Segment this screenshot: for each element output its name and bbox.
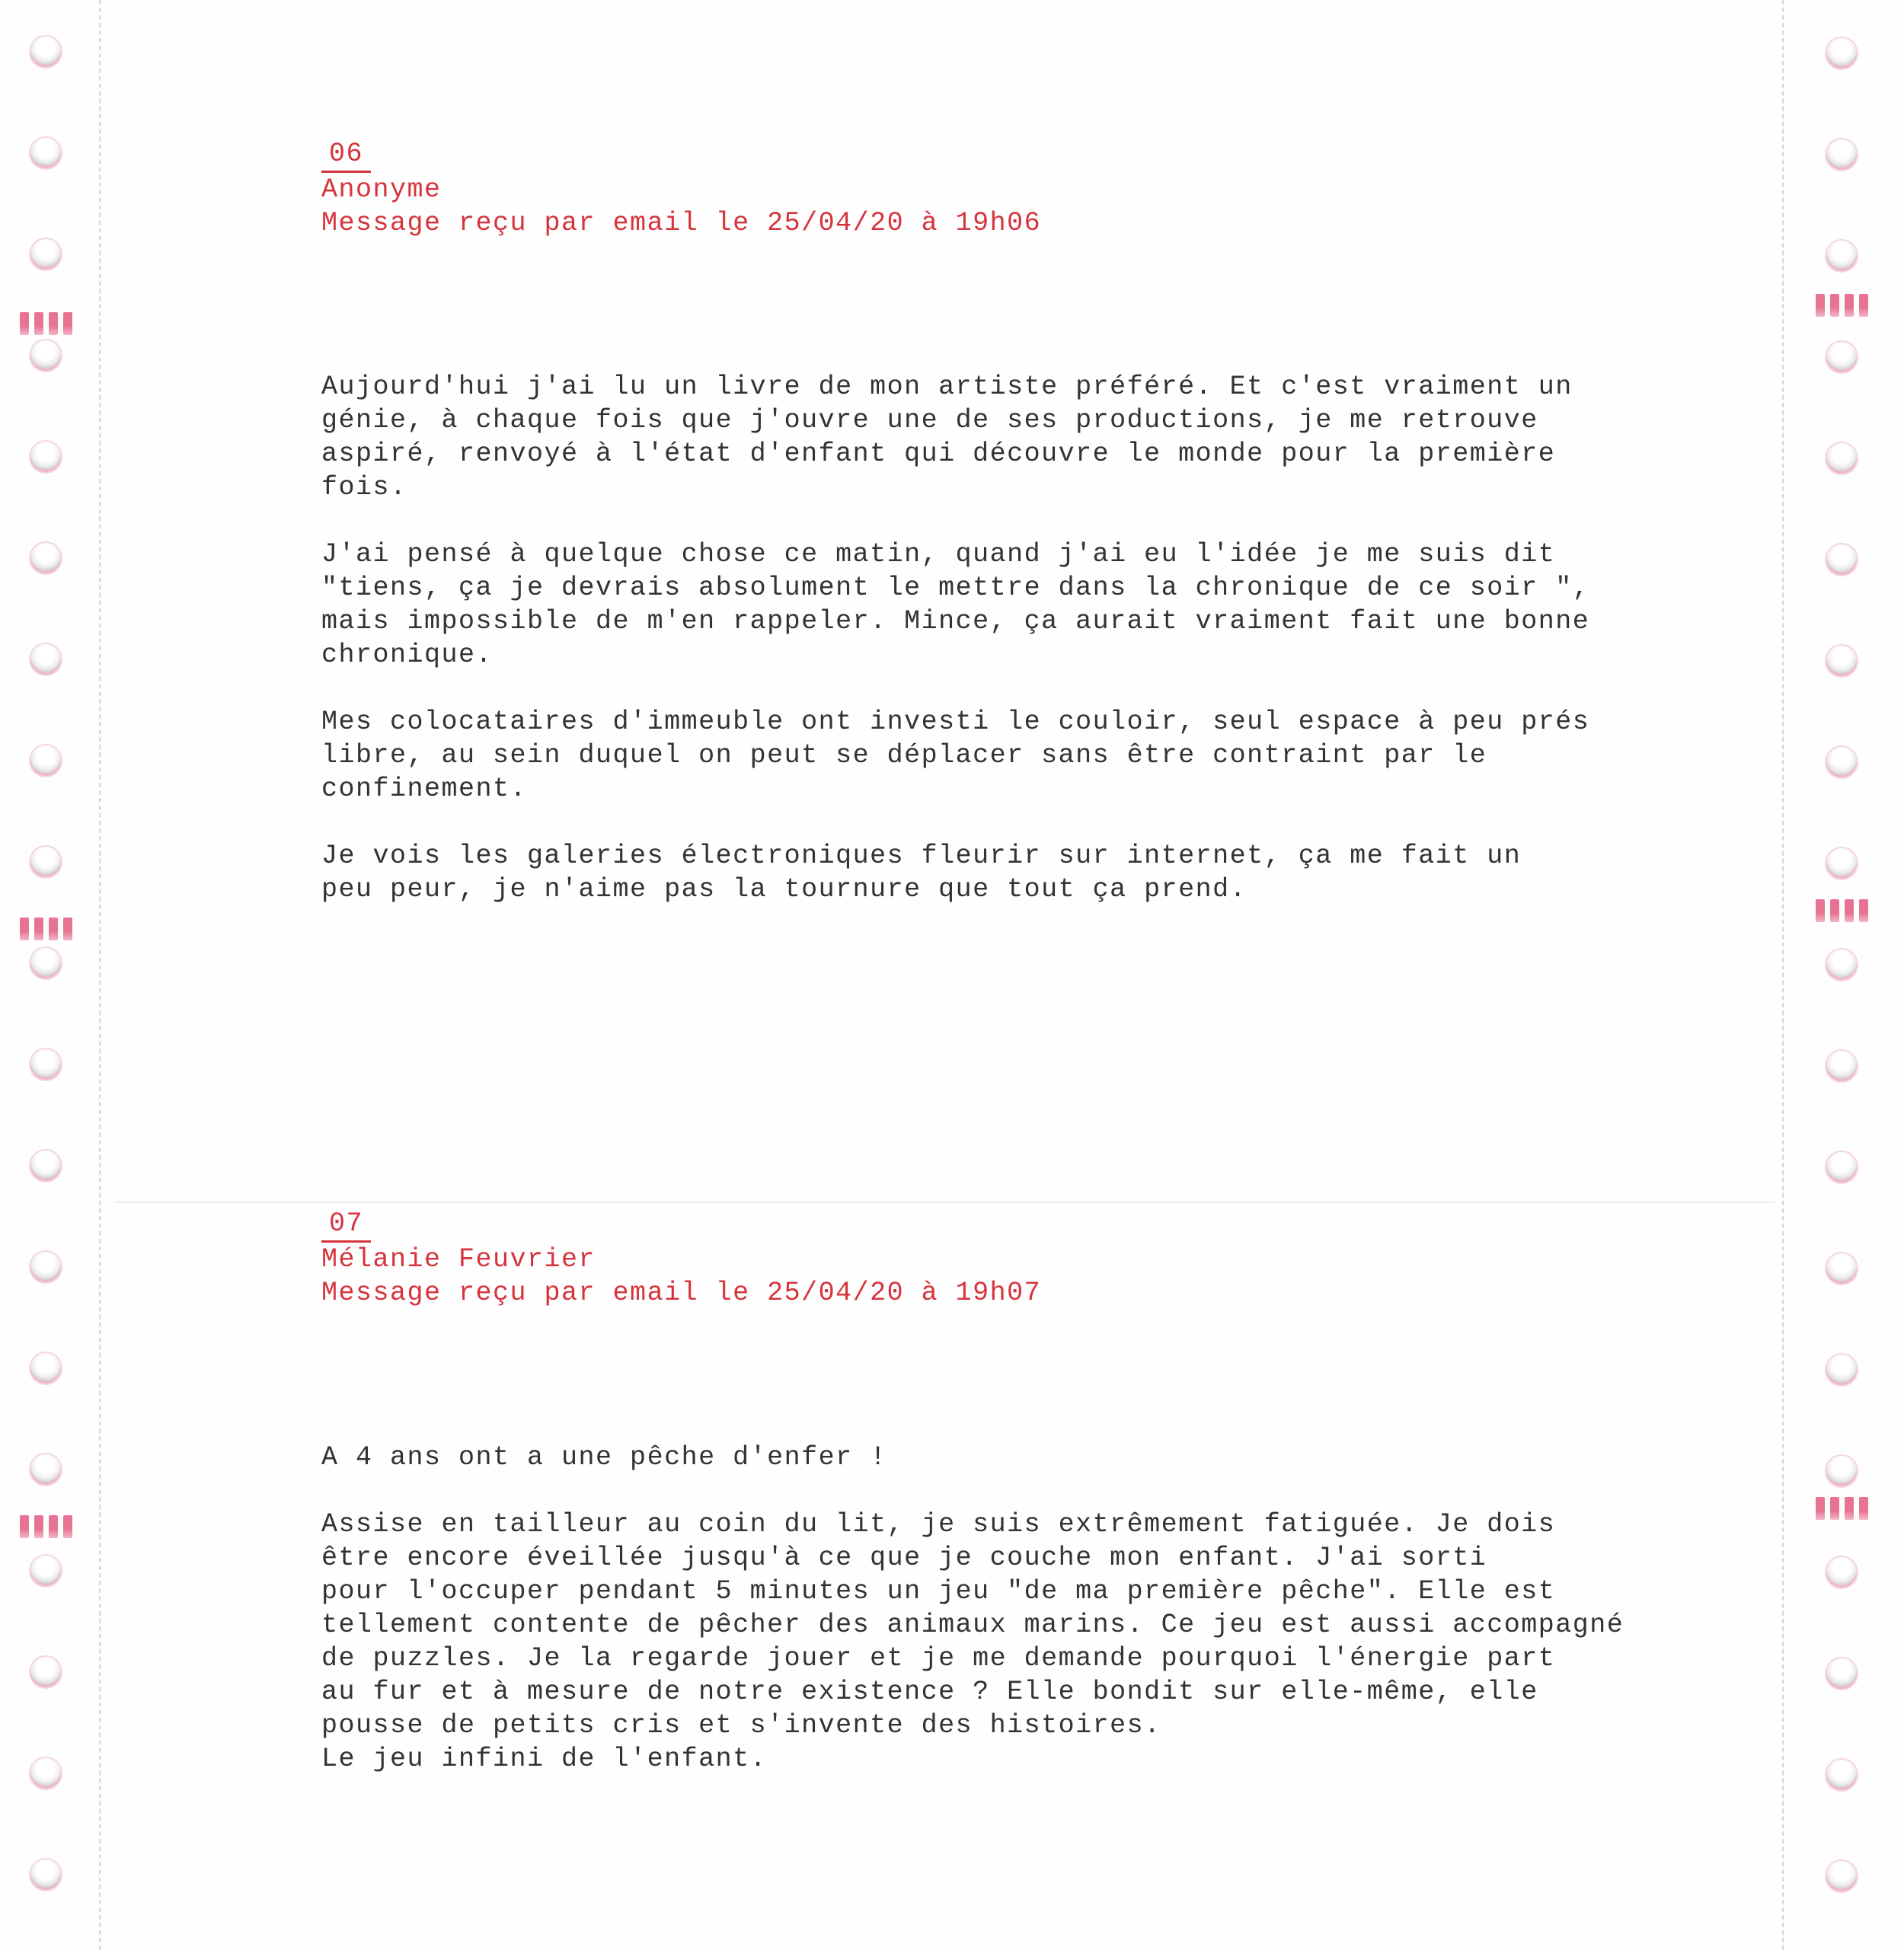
perforation-hole [30, 1657, 61, 1687]
perforation-hole [1826, 342, 1857, 372]
text-line: pour l'occuper pendant 5 minutes un jeu "de ma première pêche". Elle est [321, 1576, 1556, 1607]
perforation-hole [30, 1556, 61, 1586]
entry-author: Anonyme [321, 174, 442, 205]
perforation-hole [1826, 848, 1857, 879]
perforation-hole [30, 543, 61, 573]
text-line: Je vois les galeries électroniques fleurir sur internet, ça me fait un [321, 841, 1522, 871]
text-line: Assise en tailleur au coin du lit, je suis extrêmement fatiguée. Je dois [321, 1509, 1556, 1540]
text-line: être encore éveillée jusqu'à ce que je couche mon enfant. J'ai sorti [321, 1543, 1487, 1573]
alignment-mark [20, 918, 78, 943]
paragraph [321, 538, 1616, 672]
paragraph [321, 1441, 1616, 1474]
perforation-hole [30, 442, 61, 472]
perforation-hole [1826, 646, 1857, 676]
perforation-hole [1826, 747, 1857, 777]
text-line: au fur et à mesure de notre existence ? Elle bondit sur elle-même, elle [321, 1677, 1538, 1707]
entry-06-body [321, 370, 1616, 906]
perforation-hole [30, 847, 61, 877]
entry-header [321, 1207, 1616, 1310]
paragraph [321, 1508, 1624, 1776]
text-line: tellement contente de pêcher des animaux marins. Ce jeu est aussi accompagné [321, 1610, 1624, 1640]
alignment-mark [20, 312, 78, 338]
perforation-hole [1826, 139, 1857, 170]
perforation-hole [1826, 443, 1857, 474]
paragraph [321, 705, 1616, 806]
alignment-mark [20, 1515, 78, 1541]
perforation-hole [1826, 1760, 1857, 1790]
text-line: aspiré, renvoyé à l'état d'enfant qui découvre le monde pour la première [321, 439, 1556, 469]
perforation-hole [30, 1151, 61, 1181]
perforation-hole [1826, 1557, 1857, 1588]
page-fold-line [114, 1202, 1775, 1203]
text-line: Le jeu infini de l'enfant. [321, 1744, 768, 1774]
perforation-hole [30, 1353, 61, 1384]
perforation-hole [30, 340, 61, 371]
paragraph [321, 370, 1616, 504]
alignment-mark [1816, 899, 1874, 925]
perforation-hole [1826, 1355, 1857, 1385]
perforation-hole [1826, 1051, 1857, 1081]
entry-meta: Message reçu par email le 25/04/20 à 19h07 [321, 1278, 1042, 1308]
perforation-hole [1826, 241, 1857, 271]
perforation-hole [30, 239, 61, 270]
paragraph [321, 839, 1616, 906]
text-line: mais impossible de m'en rappeler. Mince, ça aurait vraiment fait une bonne [321, 606, 1590, 637]
text-line: Mes colocataires d'immeuble ont investi le couloir, seul espace à peu prés [321, 707, 1590, 737]
perforation-hole [1826, 949, 1857, 980]
perforation-hole [1826, 1253, 1857, 1284]
perforation-hole [30, 644, 61, 675]
left-perforation-line [99, 0, 101, 1950]
perforation-hole [30, 138, 61, 168]
perforation-hole [30, 1758, 61, 1789]
entry-number: 06 [321, 137, 371, 173]
text-line: chronique. [321, 640, 494, 670]
perforation-hole [1826, 1861, 1857, 1891]
text-line: Aujourd'hui j'ai lu un livre de mon artiste préféré. Et c'est vraiment un [321, 372, 1573, 402]
entry-07 [321, 1207, 1616, 1310]
entry-07-body [321, 1441, 1624, 1776]
perforation-hole [1826, 1152, 1857, 1182]
text-line: pousse de petits cris et s'invente des histoires. [321, 1710, 1161, 1741]
text-line: fois. [321, 472, 407, 503]
perforation-hole [30, 37, 61, 67]
perforation-hole [1826, 1456, 1857, 1486]
perforation-hole [1826, 1658, 1857, 1689]
text-line: de puzzles. Je la regarde jouer et je me demande pourquoi l'énergie part [321, 1643, 1556, 1674]
text-line: confinement. [321, 774, 528, 804]
perforation-hole [30, 1859, 61, 1890]
perforation-hole [1826, 544, 1857, 575]
perforation-hole [30, 948, 61, 978]
text-line: J'ai pensé à quelque chose ce matin, quand j'ai eu l'idée je me suis dit [321, 539, 1556, 570]
perforation-hole [30, 745, 61, 776]
text-line: A 4 ans ont a une pêche d'enfer ! [321, 1442, 887, 1473]
entry-meta: Message reçu par email le 25/04/20 à 19h06 [321, 208, 1042, 238]
entry-number: 07 [321, 1207, 371, 1243]
entry-header [321, 137, 1616, 240]
alignment-mark [1816, 294, 1874, 320]
entry-06 [321, 137, 1616, 240]
right-perforation-line [1782, 0, 1784, 1950]
text-line: libre, au sein duquel on peut se déplacer sans être contraint par le [321, 740, 1487, 771]
perforation-hole [1826, 38, 1857, 69]
perforation-hole [30, 1049, 61, 1080]
text-line: peu peur, je n'aime pas la tournure que tout ça prend. [321, 874, 1248, 905]
perforation-hole [30, 1252, 61, 1282]
entry-author: Mélanie Feuvrier [321, 1244, 596, 1275]
alignment-mark [1816, 1497, 1874, 1523]
text-line: génie, à chaque fois que j'ouvre une de ses productions, je me retrouve [321, 405, 1538, 436]
text-line: "tiens, ça je devrais absolument le mettre dans la chronique de ce soir ", [321, 573, 1590, 603]
perforation-hole [30, 1454, 61, 1485]
